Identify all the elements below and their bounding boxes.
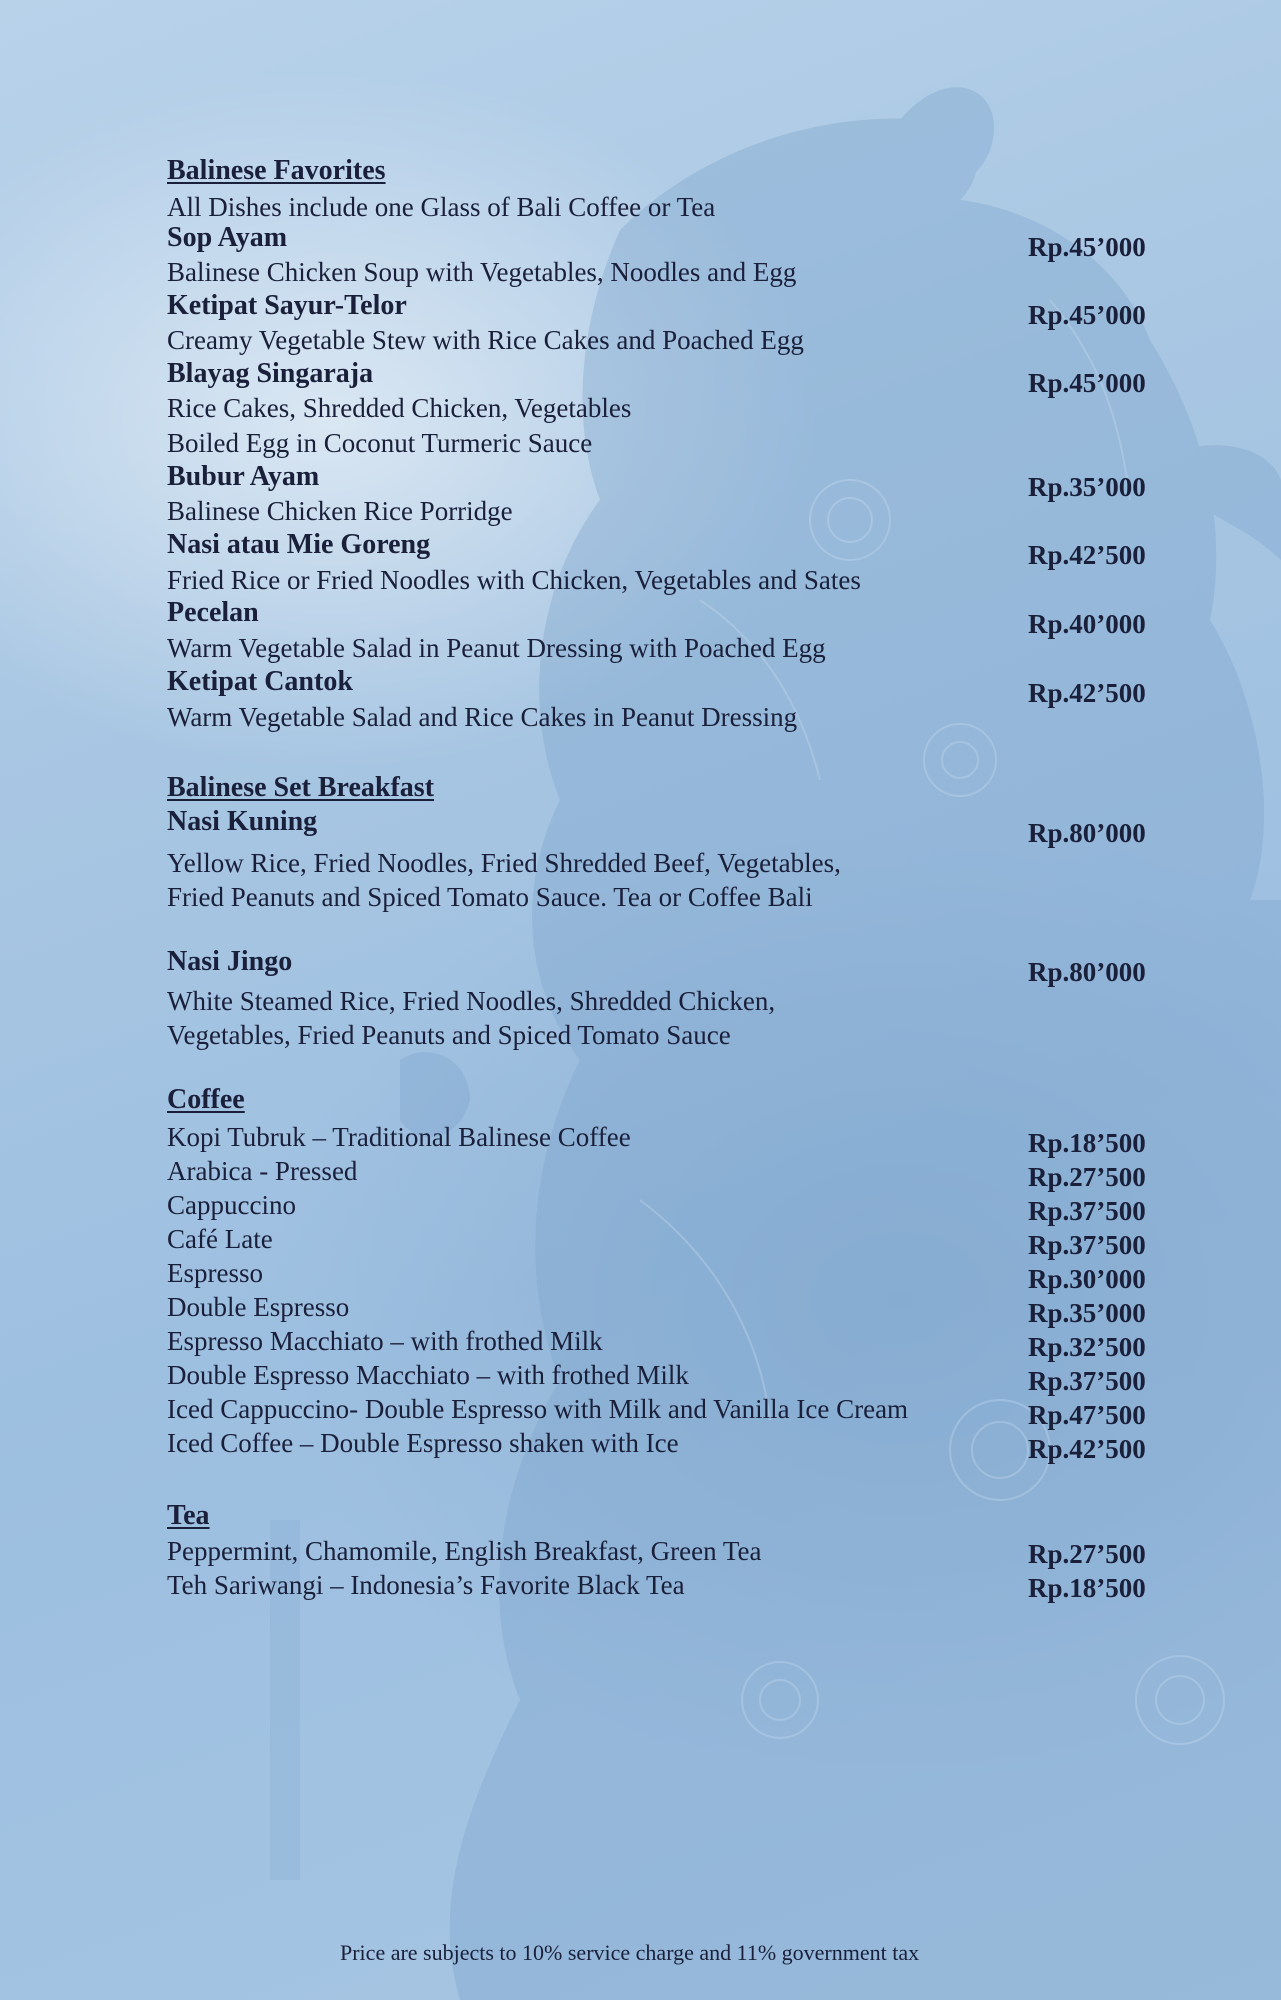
dish-name-sop-ayam: Sop Ayam [167, 222, 288, 253]
drink-name: Iced Cappuccino- Double Espresso with Milk and Vanilla Ice Cream [167, 1394, 909, 1424]
dish-desc: Creamy Vegetable Stew with Rice Cakes and Poached Egg [167, 325, 804, 355]
drink-price: Rp.27’500 [1028, 1162, 1146, 1192]
dish-desc: Rice Cakes, Shredded Chicken, Vegetables [167, 393, 632, 423]
dish-price-ketipat-cantok: Rp.42’500 [1028, 678, 1146, 708]
drink-name: Arabica - Pressed [167, 1156, 358, 1186]
dish-price-nasi-jingo: Rp.80’000 [1028, 957, 1146, 987]
dish-desc: Balinese Chicken Soup with Vegetables, Noodles and Egg [167, 257, 797, 287]
drink-price: Rp.35’000 [1028, 1298, 1146, 1328]
dish-name-ketipat-sayur-telor: Ketipat Sayur-Telor [167, 290, 407, 321]
section-note: All Dishes include one Glass of Bali Coffee or Tea [167, 192, 716, 222]
dish-desc: Vegetables, Fried Peanuts and Spiced Tomato Sauce [167, 1020, 731, 1050]
drink-price: Rp.42’500 [1028, 1434, 1146, 1464]
section-title-balinese-favorites: Balinese Favorites [167, 155, 386, 186]
dish-desc: Warm Vegetable Salad and Rice Cakes in Peanut Dressing [167, 702, 798, 732]
drink-price: Rp.37’500 [1028, 1366, 1146, 1396]
dish-desc: Yellow Rice, Fried Noodles, Fried Shredded Beef, Vegetables, [167, 848, 841, 878]
section-title-balinese-set-breakfast: Balinese Set Breakfast [167, 772, 435, 803]
drink-name: Espresso Macchiato – with frothed Milk [167, 1326, 603, 1356]
drink-price: Rp.18’500 [1028, 1128, 1146, 1158]
dish-desc: Fried Peanuts and Spiced Tomato Sauce. Tea or Coffee Bali [167, 882, 813, 912]
dish-price-nasi-kuning: Rp.80’000 [1028, 818, 1146, 848]
dish-name-pecelan: Pecelan [167, 597, 259, 628]
dish-price-nasi-atau-mie-goreng: Rp.42’500 [1028, 540, 1146, 570]
drink-name: Double Espresso Macchiato – with frothed Milk [167, 1360, 689, 1390]
drink-price: Rp.27’500 [1028, 1539, 1146, 1569]
drink-price: Rp.30’000 [1028, 1264, 1146, 1294]
dish-price-bubur-ayam: Rp.35’000 [1028, 472, 1146, 502]
dish-name-nasi-atau-mie-goreng: Nasi atau Mie Goreng [167, 529, 431, 560]
drink-price: Rp.32’500 [1028, 1332, 1146, 1362]
section-title-coffee: Coffee [167, 1084, 245, 1115]
drink-name: Espresso [167, 1258, 263, 1288]
dish-name-nasi-kuning: Nasi Kuning [167, 806, 318, 837]
dish-name-nasi-jingo: Nasi Jingo [167, 946, 293, 977]
drink-name: Peppermint, Chamomile, English Breakfast, Green Tea [167, 1536, 762, 1566]
dish-desc: White Steamed Rice, Fried Noodles, Shredded Chicken, [167, 986, 776, 1016]
drink-price: Rp.37’500 [1028, 1196, 1146, 1226]
dish-desc: Warm Vegetable Salad in Peanut Dressing with Poached Egg [167, 633, 826, 663]
dish-desc: Balinese Chicken Rice Porridge [167, 496, 513, 526]
dish-price-pecelan: Rp.40’000 [1028, 609, 1146, 639]
drink-name: Cappuccino [167, 1190, 296, 1220]
footer-tax-note: Price are subjects to 10% service charge and 11% government tax [340, 1940, 920, 1965]
dish-price-blayag-singaraja: Rp.45’000 [1028, 368, 1146, 398]
drink-name: Café Late [167, 1224, 273, 1254]
drink-price: Rp.47’500 [1028, 1400, 1146, 1430]
drink-name: Teh Sariwangi – Indonesia’s Favorite Black Tea [167, 1570, 685, 1600]
drink-price: Rp.37’500 [1028, 1230, 1146, 1260]
section-title-tea: Tea [167, 1500, 210, 1531]
dish-desc: Fried Rice or Fried Noodles with Chicken, Vegetables and Sates [167, 565, 861, 595]
drink-name: Iced Coffee – Double Espresso shaken with Ice [167, 1428, 679, 1458]
drink-name: Kopi Tubruk – Traditional Balinese Coffee [167, 1122, 631, 1152]
drink-price: Rp.18’500 [1028, 1573, 1146, 1603]
dish-name-ketipat-cantok: Ketipat Cantok [167, 666, 353, 697]
dish-price-sop-ayam: Rp.45’000 [1028, 232, 1146, 262]
dish-desc: Boiled Egg in Coconut Turmeric Sauce [167, 428, 593, 458]
dish-name-bubur-ayam: Bubur Ayam [167, 461, 320, 492]
dish-price-ketipat-sayur-telor: Rp.45’000 [1028, 300, 1146, 330]
drink-name: Double Espresso [167, 1292, 350, 1322]
dish-name-blayag-singaraja: Blayag Singaraja [167, 358, 374, 389]
